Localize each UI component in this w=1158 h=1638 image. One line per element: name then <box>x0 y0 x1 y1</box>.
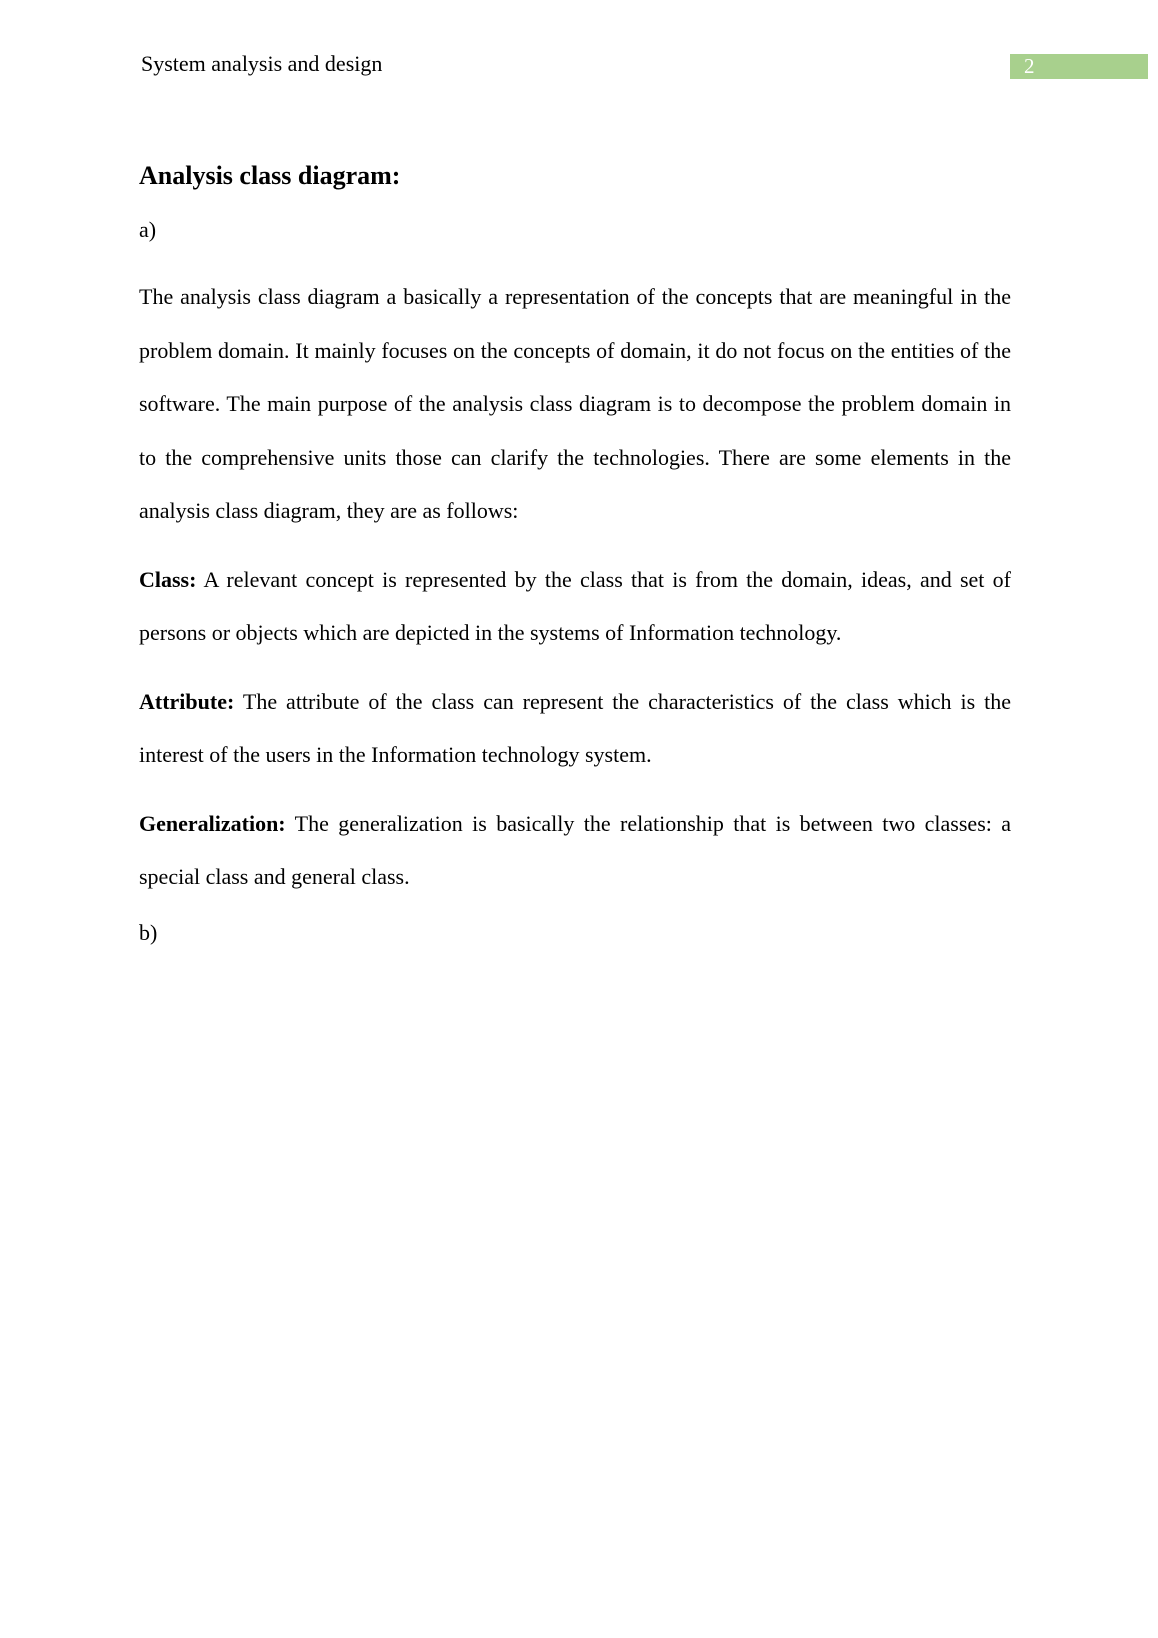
attribute-definition-paragraph <box>139 675 1011 782</box>
section-heading: Analysis class diagram: <box>139 161 401 190</box>
page-number-badge <box>1010 54 1148 79</box>
part-b-label: b) <box>139 919 158 945</box>
part-a-label: a) <box>139 217 157 242</box>
intro-paragraph: The analysis class diagram a basically a representation of the concepts that are meaningful in the problem domain. It mainly focuses on the concepts of domain, it do not focus on the entities of the software. The main purpose of the analysis class diagram is to decompose the problem domain in to the comprehensive units those can clarify the technologies. There are some elements in the analysis class diagram, they are as follows: <box>139 284 1011 523</box>
running-header-title: System analysis and design <box>141 51 383 76</box>
generalization-definition-paragraph <box>139 797 1011 904</box>
class-definition-text: A relevant concept is represented by the class that is from the domain, ideas, and set of persons or objects which are depicted in the systems of Information technology. <box>139 566 1011 645</box>
class-term: Class: <box>139 566 197 592</box>
generalization-definition-text: The generalization is basically the relationship that is between two classes: a special class and general class. <box>139 810 1011 889</box>
document-body <box>139 160 1011 973</box>
attribute-term: Attribute: <box>139 688 235 714</box>
attribute-definition-text: The attribute of the class can represent the characteristics of the class which is the interest of the users in the Information technology system. <box>139 688 1011 767</box>
generalization-term: Generalization: <box>139 810 286 836</box>
class-definition-paragraph <box>139 553 1011 660</box>
page-number: 2 <box>1024 54 1035 78</box>
